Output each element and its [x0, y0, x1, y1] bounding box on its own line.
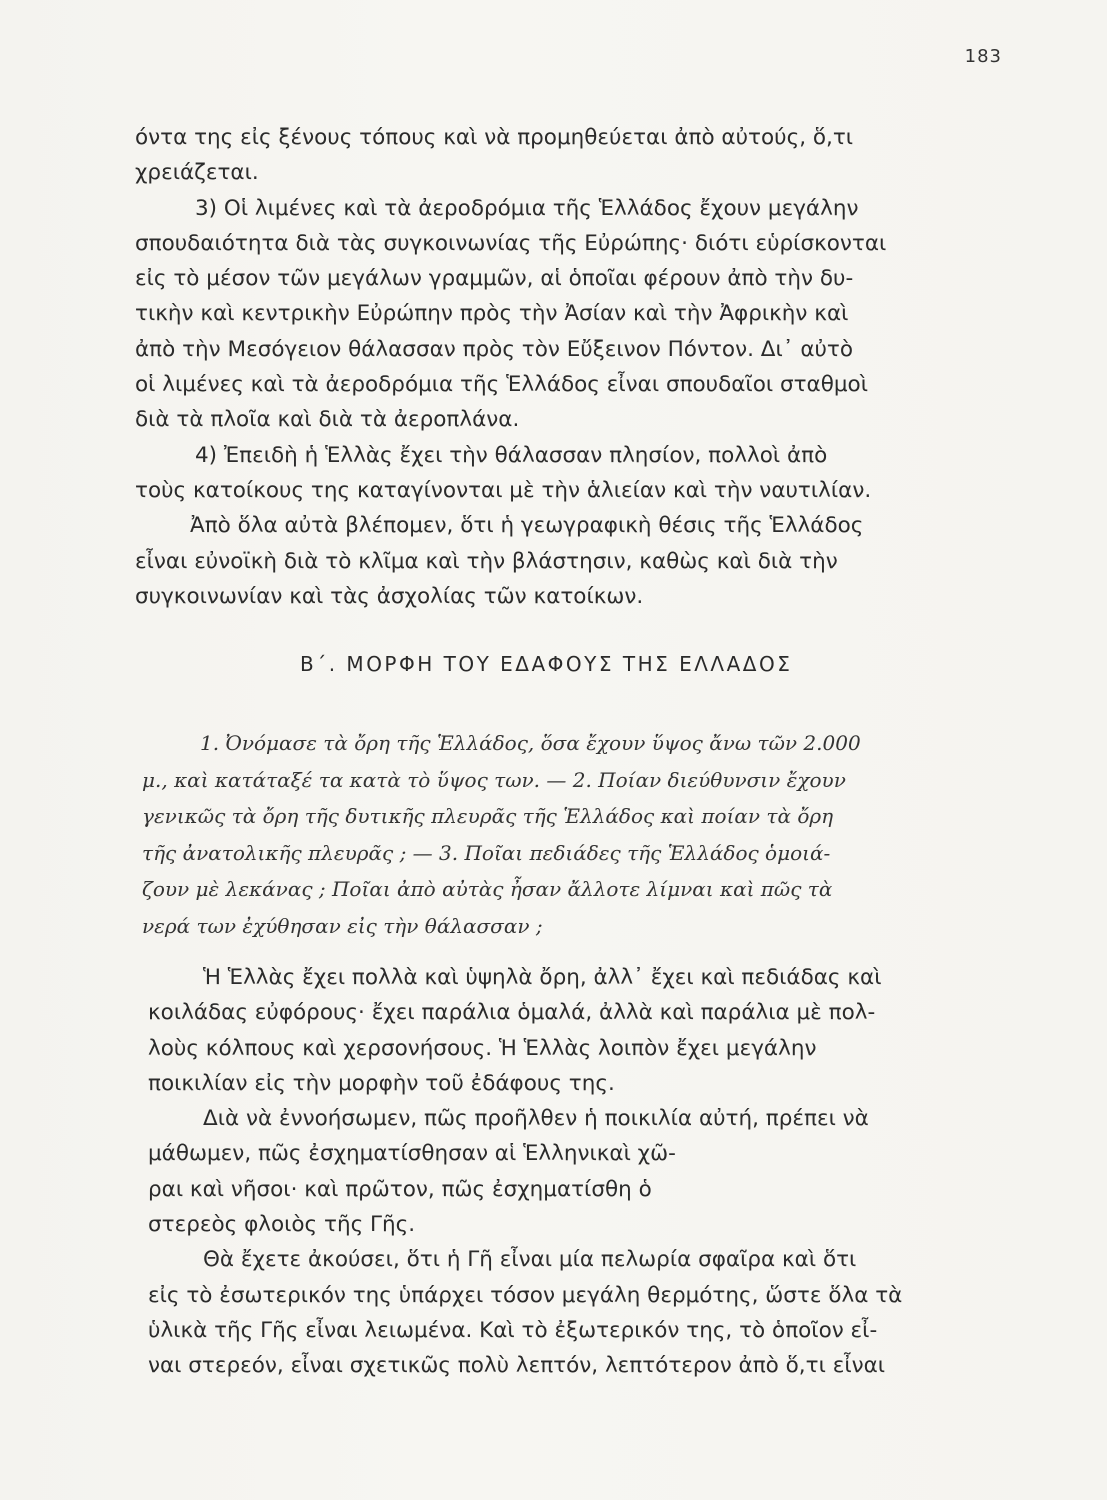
- text-line: χρειάζεται.: [135, 160, 259, 186]
- text-block-bottom: [148, 960, 1008, 1384]
- text-line: οἱ λιμένες καὶ τὰ ἀεροδρόμια τῆς Ἑλλάδος εἶναι σπουδαῖοι σταθμοὶ: [135, 372, 868, 398]
- question-line: 1. Ὀνόμασε τὰ ὄρη τῆς Ἑλλάδος, ὅσα ἔχουν ὕψος ἄνω τῶν 2.000: [200, 731, 861, 755]
- question-line: γενικῶς τὰ ὄρη τῆς δυτικῆς πλευρᾶς τῆς Ἑλλάδος καὶ ποίαν τὰ ὄρη: [142, 804, 834, 828]
- text-line: ἀπὸ τὴν Μεσόγειον θάλασσαν πρὸς τὸν Εὔξεινον Πόντον. Δι᾽ αὐτὸ: [135, 336, 854, 362]
- questions-block: [142, 725, 1000, 944]
- question-line: μ., καὶ κατάταξέ τα κατὰ τὸ ὕψος των. — 2. Ποίαν διεύθυνσιν ἔχουν: [142, 767, 846, 792]
- text-line: κοιλάδας εὐφόρους· ἔχει παράλια ὁμαλά, ἀλλὰ καὶ παράλια μὲ πολ-: [148, 1000, 876, 1026]
- text-line: ναι στερεόν, εἶναι σχετικῶς πολὺ λεπτόν, λεπτότερον ἀπὸ ὅ,τι εἶναι: [148, 1353, 886, 1379]
- text-line: Ἡ Ἑλλὰς ἔχει πολλὰ καὶ ὑψηλὰ ὄρη, ἀλλ᾽ ἔχει καὶ πεδιάδας καὶ: [203, 965, 882, 990]
- question-line: τῆς ἀνατολικῆς πλευρᾶς ; — 3. Ποῖαι πεδιάδες τῆς Ἑλλάδος ὁμοιά-: [142, 840, 831, 865]
- text-line: συγκοινωνίαν καὶ τὰς ἀσχολίας τῶν κατοίκων.: [135, 583, 644, 609]
- text-line: διὰ τὰ πλοῖα καὶ διὰ τὰ ἀεροπλάνα.: [135, 407, 520, 433]
- text-line: σπουδαιότητα διὰ τὰς συγκοινωνίας τῆς Εὐρώπης· διότι εὑρίσκονται: [135, 230, 887, 256]
- text-line: λοὺς κόλπους καὶ χερσονήσους. Ἡ Ἑλλὰς λοιπὸν ἔχει μεγάλην: [148, 1035, 817, 1061]
- text-line: τοὺς κατοίκους της καταγίνονται μὲ τὴν ἁλιείαν καὶ τὴν ναυτιλίαν.: [135, 477, 872, 503]
- text-line: ποικιλίαν εἰς τὴν μορφὴν τοῦ ἐδάφους της.: [148, 1070, 615, 1096]
- text-line: 4) Ἐπειδὴ ἡ Ἑλλὰς ἔχει τὴν θάλασσαν πλησίον, πολλοὶ ἀπὸ: [195, 442, 828, 468]
- text-line: ὑλικὰ τῆς Γῆς εἶναι λειωμένα. Καὶ τὸ ἐξωτερικόν της, τὸ ὁποῖον εἶ-: [148, 1317, 878, 1343]
- text-block-top: [135, 120, 995, 614]
- question-line: ζουν μὲ λεκάνας ; Ποῖαι ἀπὸ αὐτὰς ἦσαν ἄλλοτε λίμναι καὶ πῶς τὰ: [142, 877, 833, 901]
- page-number: 183: [964, 46, 1002, 67]
- text-line: εἰς τὸ μέσον τῶν μεγάλων γραμμῶν, αἱ ὁποῖαι φέρουν ἀπὸ τὴν δυ-: [135, 266, 854, 292]
- text-line: εἰς τὸ ἐσωτερικόν της ὑπάρχει τόσον μεγάλη θερμότης, ὥστε ὅλα τὰ: [148, 1282, 903, 1308]
- text-line: μάθωμεν, πῶς ἐσχηματίσθησαν αἱ Ἑλληνικαὶ χῶ-: [148, 1141, 676, 1167]
- section-heading: Β΄. ΜΟΡΦΗ ΤΟΥ ΕΔΑΦΟΥΣ ΤΗΣ ΕΛΛΑΔΟΣ: [300, 652, 793, 676]
- text-line: Διὰ νὰ ἐννοήσωμεν, πῶς προῆλθεν ἡ ποικιλία αὐτή, πρέπει νὰ: [203, 1106, 869, 1132]
- text-line: όντα της εἰς ξένους τόπους καὶ νὰ προμηθεύεται ἀπὸ αὐτούς, ὅ,τι: [135, 125, 854, 150]
- text-line: εἶναι εὐνοϊκὴ διὰ τὸ κλῖμα καὶ τὴν βλάστησιν, καθὼς καὶ διὰ τὴν: [135, 548, 838, 574]
- text-line: στερεὸς φλοιὸς τῆς Γῆς.: [148, 1212, 416, 1238]
- text-line: Θὰ ἔχετε ἀκούσει, ὅτι ἡ Γῆ εἶναι μία πελωρία σφαῖρα καὶ ὅτι: [203, 1247, 857, 1273]
- text-line: Ἀπὸ ὅλα αὐτὰ βλέπομεν, ὅτι ἡ γεωγραφικὴ θέσις τῆς Ἑλλάδος: [190, 513, 864, 539]
- text-line: τικὴν καὶ κεντρικὴν Εὐρώπην πρὸς τὴν Ἀσίαν καὶ τὴν Ἀφρικὴν καὶ: [135, 301, 849, 327]
- question-line: νερά των ἐχύθησαν εἰς τὴν θάλασσαν ;: [142, 913, 543, 938]
- text-line: 3) Οἱ λιμένες καὶ τὰ ἀεροδρόμια τῆς Ἑλλάδος ἔχουν μεγάλην: [195, 195, 859, 221]
- text-line: ραι καὶ νῆσοι· καὶ πρῶτον, πῶς ἐσχηματίσθη ὁ: [148, 1176, 652, 1202]
